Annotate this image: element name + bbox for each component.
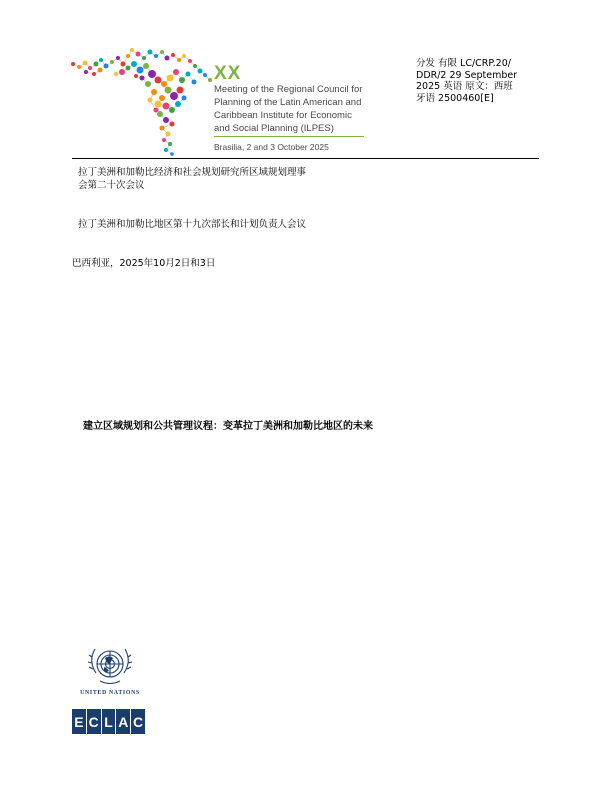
map-dot — [155, 101, 162, 108]
map-dot — [130, 48, 134, 52]
map-dot — [161, 81, 167, 87]
map-dot — [198, 69, 203, 74]
eclac-letter: C — [133, 713, 144, 730]
map-dot — [177, 87, 184, 94]
map-dot — [126, 66, 131, 71]
banner-divider — [214, 136, 364, 137]
map-dot — [151, 89, 157, 95]
map-dot — [188, 59, 192, 63]
map-dot — [166, 132, 171, 137]
eclac-letter: E — [72, 709, 87, 734]
map-dot — [165, 56, 170, 61]
eclac-letter: C — [87, 709, 102, 734]
map-dot — [98, 68, 103, 73]
distribution-line: 牙语 2500460[E] — [416, 92, 494, 104]
un-wordmark: UNITED NATIONS — [80, 690, 140, 696]
venue-date: 巴西利亚，2025年10月2日和3日 — [72, 258, 216, 269]
map-dot — [160, 50, 164, 54]
map-dot — [116, 56, 120, 60]
map-dot — [169, 107, 175, 113]
map-dot — [154, 108, 159, 113]
map-dot — [131, 61, 137, 67]
map-dot — [157, 111, 163, 117]
map-dot — [171, 53, 175, 57]
map-dot — [162, 138, 166, 142]
map-dot — [126, 54, 130, 58]
banner-dates: Brasilia, 2 and 3 October 2025 — [214, 142, 329, 152]
eclac-letter: A — [116, 709, 131, 734]
distribution-line: 分发 有限 LC/CRP.20/ — [416, 58, 511, 69]
map-dot — [94, 62, 99, 67]
map-dot — [203, 73, 207, 77]
document-title: 建立区域规划和公共管理议程：变革拉丁美洲和加勒比地区的未来 — [83, 421, 373, 432]
banner-event-line: Caribbean Institute for Economic — [214, 110, 352, 121]
banner-event-line: Planning of the Latin American and — [214, 97, 362, 108]
map-dot — [143, 63, 149, 69]
map-dot — [114, 72, 118, 76]
map-dot — [177, 58, 181, 62]
distribution-block — [416, 58, 526, 104]
un-emblem-icon — [82, 643, 138, 688]
map-dot — [159, 95, 165, 101]
map-dot — [134, 74, 138, 78]
map-dot — [77, 65, 81, 69]
banner-roman-numeral: XX — [214, 63, 242, 84]
map-dot — [170, 152, 174, 156]
map-dot — [192, 80, 197, 85]
council-title-line1: 拉丁美洲和加勒比经济和社会规划研究所区域规划理事 — [78, 167, 307, 178]
map-dot — [84, 70, 88, 74]
map-dot — [170, 122, 175, 127]
map-dot — [92, 72, 96, 76]
map-dot — [88, 66, 92, 70]
header-divider — [72, 158, 539, 159]
banner-event-line: Meeting of the Regional Council for — [214, 84, 363, 95]
map-dot — [168, 142, 172, 146]
map-dot — [71, 62, 75, 66]
map-dot — [175, 101, 181, 107]
map-dot — [179, 77, 185, 83]
map-dot — [136, 52, 141, 57]
council-title-line2: 会第二十次会议 — [78, 180, 145, 191]
map-dot — [148, 98, 153, 103]
map-dot — [148, 50, 153, 55]
map-dot — [165, 87, 172, 94]
map-dot — [182, 54, 186, 58]
map-dot — [173, 69, 179, 75]
map-dot — [137, 67, 144, 74]
map-dot — [182, 96, 187, 101]
map-dot — [110, 60, 114, 64]
map-dot — [163, 117, 169, 123]
map-dot — [154, 54, 158, 58]
distribution-line: DDR/2 29 September — [416, 69, 518, 81]
map-dot — [160, 126, 165, 131]
map-dot — [145, 81, 151, 87]
map-dot — [119, 69, 125, 75]
map-dot — [148, 70, 156, 78]
map-dot — [167, 75, 174, 82]
map-dot — [83, 61, 88, 66]
banner-event-line: and Social Planning (ILPES) — [214, 123, 334, 134]
distribution-line: 2025 英语 原文：西班 — [416, 81, 513, 92]
map-dot — [121, 62, 126, 67]
americas-map-graphic — [70, 44, 220, 159]
eclac-letter: L — [102, 709, 117, 734]
map-dot — [142, 56, 146, 60]
map-dot — [186, 72, 191, 77]
eclac-logo — [72, 709, 145, 734]
map-dot — [164, 148, 168, 152]
map-dot — [163, 103, 170, 110]
map-dot — [140, 76, 145, 81]
map-dot — [155, 77, 162, 84]
map-dot — [99, 58, 103, 62]
map-dot — [170, 92, 178, 100]
meeting-title: 拉丁美洲和加勒比地区第十九次部长和计划负责人会议 — [78, 219, 307, 230]
map-dot — [193, 64, 197, 68]
map-dot — [208, 78, 212, 82]
map-dot — [104, 64, 109, 69]
